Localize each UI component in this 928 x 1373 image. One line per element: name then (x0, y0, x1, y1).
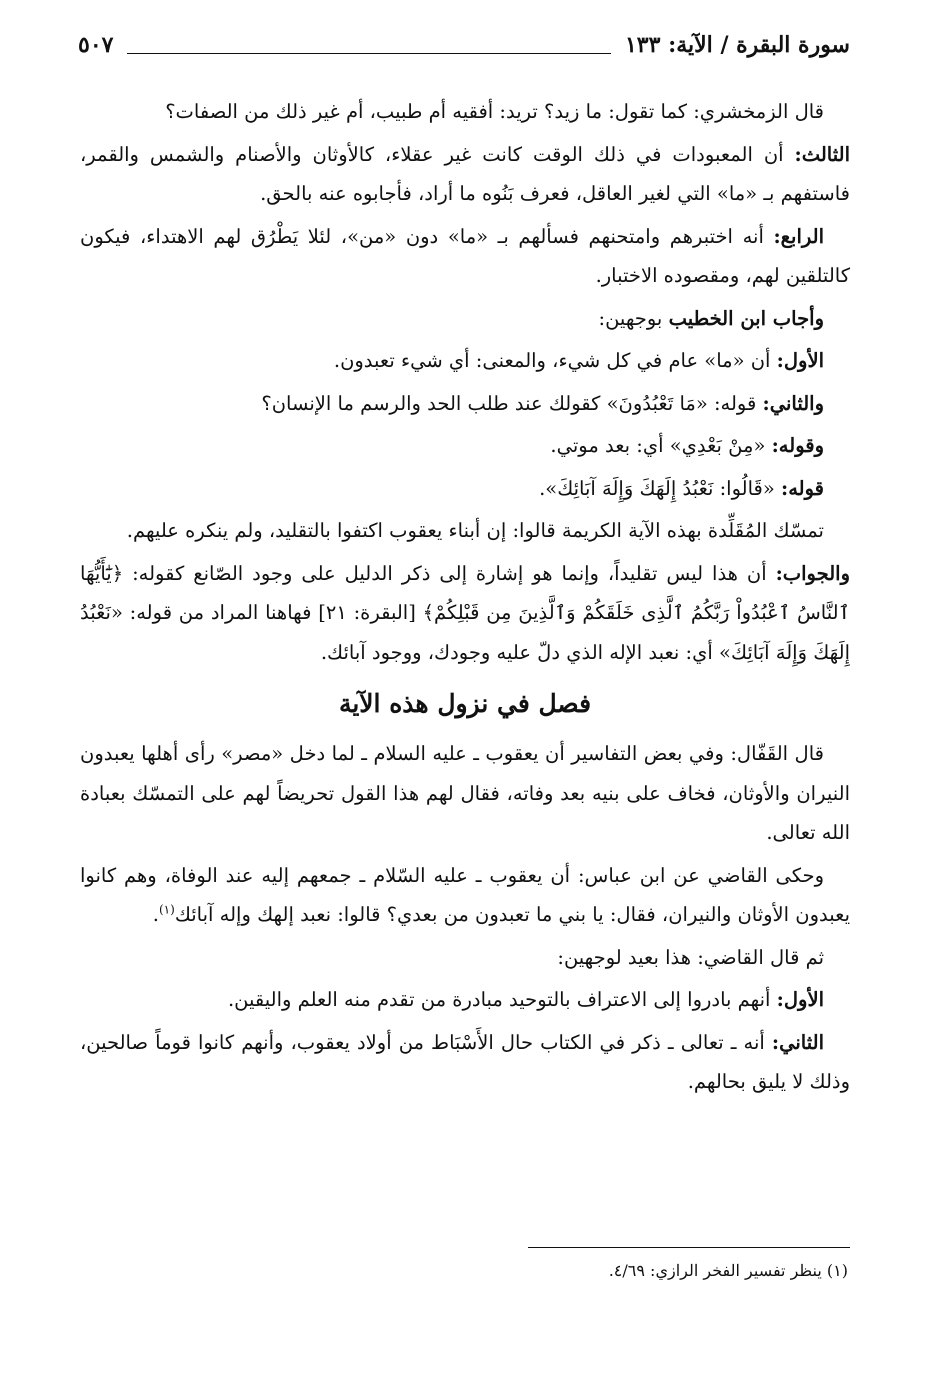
paragraph-first-way: الأول: أنهم بادروا إلى الاعتراف بالتوحيد مبادرة من تقدم منه العلم واليقين. (227, 988, 824, 1011)
section-title: فصل في نزول هذه الآية (338, 689, 592, 718)
paragraph-qaffal: قال القَفّال: وفي بعض التفاسير أن يعقوب ـ عليه السلام ـ لما دخل «مصر» رأى أهلها يعبدون النيران والأوثان، فخاف على بنيه بعد وفاته، فقال لهم هذا القول تحريضاً لهم على التمسّك بعبادة الله تعالى. (80, 742, 850, 844)
paragraph-third: الثالث: أن المعبودات في ذلك الوقت كانت غير عقلاء، كالأوثان والأصنام والشمس والقمر، فاستفهم بـ «ما» التي لغير العاقل، فعرف بَنُوه ما أراد، فأجابوه عنه بالحق. (80, 142, 850, 205)
paragraph-qadi-ibn-abbas: وحكى القاضي عن ابن عباس: أن يعقوب ـ عليه السّلام ـ جمعهم إليه عند الوفاة، وهم كانوا يعبدون الأوثان والنيران، فقال: يا بني ما تعبدون من بعدي؟ قالوا: نعبد إلهك وإله آبائك$^{(١)}$. (80, 863, 850, 926)
paragraph-fourth: الرابع: أنه اختبرهم وامتحنهم فسألهم بـ «ما» دون «من»، لئلا يَطْرُق لهم الاهتداء، فيكون كالتلقين لهم، ومقصوده الاختبار. (80, 224, 850, 287)
paragraph-ibn-khatib: وأجاب ابن الخطيب بوجهين: (598, 306, 824, 330)
page-header (78, 28, 850, 62)
footnote-divider (528, 1247, 850, 1248)
paragraph-first-answer: الأول: أن «ما» عام في كل شيء، والمعنى: أي شيء تعبدون. (333, 349, 824, 372)
paragraph-second-way: الثاني: أنه ـ تعالى ـ ذكر في الكتاب حال الأَسْبَاط من أولاد يعقوب، وأنهم كانوا قوماً صالحين، وذلك لا يليق بحالهم. (80, 1030, 850, 1093)
paragraph-taqlid: تمسّك المُقَلِّدة بهذه الآية الكريمة قالوا: إن أبناء يعقوب اكتفوا بالتقليد، ولم ينكره عليهم. (126, 519, 824, 542)
footnote: (١) ينظر تفسير الفخر الرازي: ٤/٦٩. (608, 1261, 848, 1280)
footnote-marker: (١) (158, 902, 175, 917)
paragraph-min-badi: وقوله: «مِنْ بَعْدِي» أي: بعد موتي. (550, 434, 824, 457)
paragraph-zamakhshari: قال الزمخشري: كما تقول: ما زيد؟ تريد: أفقيه أم طبيب، أم غير ذلك من الصفات؟ (165, 100, 824, 123)
header-rule (127, 53, 611, 54)
header-surah: سورة البقرة / الآية: ١٣٣ (624, 32, 850, 58)
paragraph-qalu: قوله: «قَالُوا: نَعْبُدُ إِلَهَكَ وَإِلَهَ آبَائِكَ». (539, 476, 824, 500)
header-page-number: ٥٠٧ (78, 32, 114, 58)
paragraph-second-answer: والثاني: قوله: «مَا تَعْبُدُونَ» كقولك عند طلب الحد والرسم ما الإنسان؟ (261, 391, 824, 415)
paragraph-jawab: والجواب: أن هذا ليس تقليداً، وإنما هو إشارة إلى ذكر الدليل على وجود الصّانع كقوله: ﴿يَٰٓأَيُّهَا ٱلنَّاسُ ٱعْبُدُواْ رَبَّكُمُ ٱلَّذِى خَلَقَكُمْ وَٱلَّذِينَ مِن قَبْلِكُمْ﴾ [البقرة: ٢١] فهاهنا المراد من قوله: «نَعْبُدُ إِلَهَكَ وَإِلَهَ آبَائِكَ» أي: نعبد الإله الذي دلّ عليه وجودك، ووجود آبائك. (80, 561, 850, 664)
page-body (80, 92, 850, 1105)
paragraph-qadi-two-ways: ثم قال القاضي: هذا بعيد لوجهين: (557, 945, 824, 969)
